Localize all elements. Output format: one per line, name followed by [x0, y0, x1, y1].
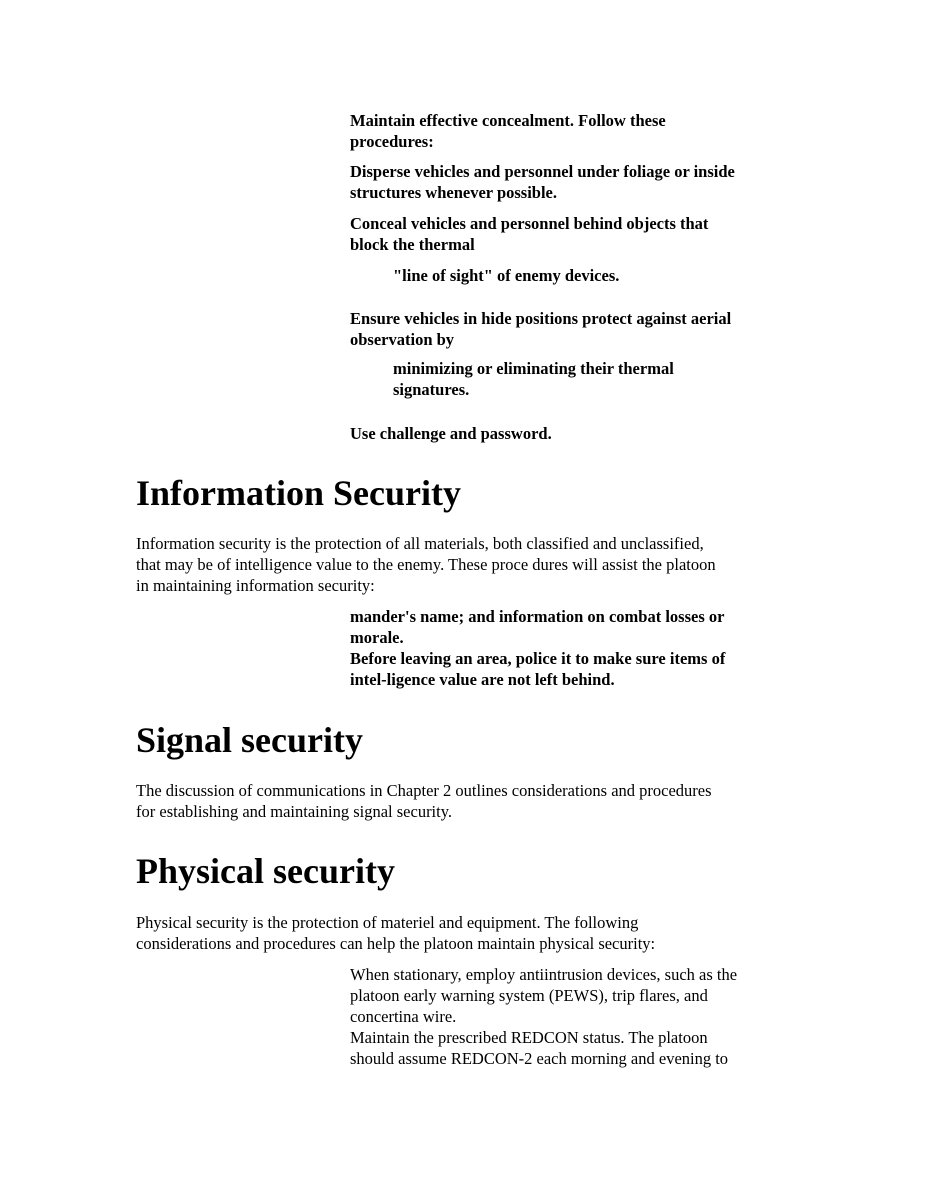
list-item-line: When stationary, employ antiintrusion devices, such as the — [350, 965, 738, 984]
list-item-line: observation by — [350, 330, 455, 349]
section-heading-signal-security: Signal security — [136, 720, 364, 760]
concealment-list-item — [350, 308, 810, 350]
paragraph-line: considerations and procedures can help the platoon maintain physical security: — [136, 934, 656, 953]
list-item-line: mander's name; and information on combat losses or — [350, 607, 725, 626]
concealment-list — [350, 110, 810, 152]
information-security-intro — [136, 533, 836, 596]
list-item-line: Use challenge and password. — [350, 424, 552, 443]
concealment-list-item — [350, 161, 810, 203]
list-item-line: Disperse vehicles and personnel under foliage or inside — [350, 162, 735, 181]
list-item-line: should assume REDCON-2 each morning and evening to — [350, 1049, 729, 1068]
section-heading-physical-security: Physical security — [136, 851, 395, 891]
concealment-sub-item — [393, 265, 813, 286]
list-item-line: minimizing or eliminating their thermal — [393, 359, 674, 378]
list-item-line: concertina wire. — [350, 1007, 457, 1026]
list-item-line: Ensure vehicles in hide positions protect against aerial — [350, 309, 732, 328]
paragraph-line: Information security is the protection of all materials, both classified and unclassified, — [136, 534, 704, 553]
concealment-list-item — [350, 423, 810, 444]
list-item-line: Conceal vehicles and personnel behind objects that — [350, 214, 709, 233]
list-item-line: structures whenever possible. — [350, 183, 558, 202]
signal-security-intro — [136, 780, 836, 822]
section-heading-information-security: Information Security — [136, 473, 461, 513]
paragraph-line: Physical security is the protection of materiel and equipment. The following — [136, 913, 639, 932]
list-item-line: intel-ligence value are not left behind. — [350, 670, 615, 689]
information-security-list — [350, 606, 810, 690]
concealment-list-item — [350, 213, 810, 255]
list-item-line: Maintain the prescribed REDCON status. The platoon — [350, 1028, 708, 1047]
physical-security-intro — [136, 912, 836, 954]
list-item-line: Before leaving an area, police it to make sure items of — [350, 649, 726, 668]
physical-security-list — [350, 964, 820, 1069]
list-item-line: block the thermal — [350, 235, 475, 254]
list-item-line: signatures. — [393, 380, 470, 399]
paragraph-line: that may be of intelligence value to the enemy. These proce dures will assist the platoon — [136, 555, 716, 574]
list-item-line: Maintain effective concealment. Follow these — [350, 111, 666, 130]
list-item-line: "line of sight" of enemy devices. — [393, 266, 620, 285]
list-item-line: platoon early warning system (PEWS), trip flares, and — [350, 986, 708, 1005]
concealment-sub-item — [393, 358, 813, 400]
list-item-line: morale. — [350, 628, 404, 647]
paragraph-line: The discussion of communications in Chapter 2 outlines considerations and procedures — [136, 781, 712, 800]
paragraph-line: for establishing and maintaining signal security. — [136, 802, 453, 821]
list-item-line: procedures: — [350, 132, 434, 151]
paragraph-line: in maintaining information security: — [136, 576, 375, 595]
